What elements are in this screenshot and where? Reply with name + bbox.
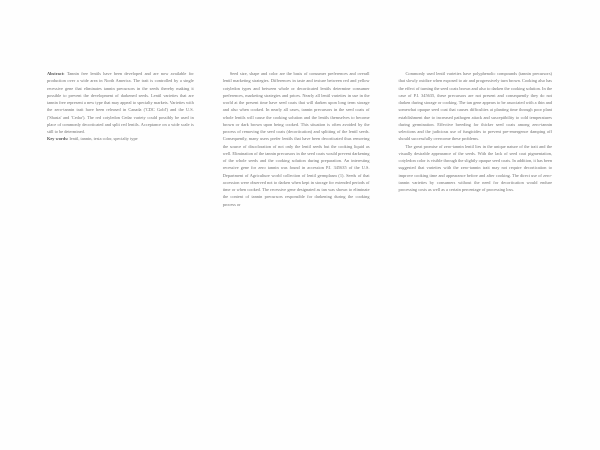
column-two-paragraph-1: Seed size, shape and color are the basis of consumer preferences and overall lentil marketing strategies. Differences in taste and texture between red and yellow cotyledon types and between whole or decorticated lentils determine consumer preferences, marketing strategies and prices. Nearly all lentil varieties in use in the world at the present time have seed coats that will darken upon long term storage and also when cooked. In nearly all cases, tannin precursors in the seed coats of whole lentils will cause the cooking solution and the lentils themselves to become brown or dark brown upon being cooked. This situation is often avoided by the process of removing the seed coats (decortication) and splitting of the lentil seeds. Consequently, many users prefer lentils that have been decorticated thus removing the source of discoloration of not only the lentil seeds but the cooking liquid as well. Elimination of the tannin precursors in the seed coats would prevent darkening of the whole seeds and the cooking solution during preparation. An interesting recessive gene for zero tannin was found in accession P.I. 345635 of the U.S. Department of Agriculture world collection of lentil germplasm (1). Seeds of that accession were observed not to darken when kept in storage for extended periods of time or when cooked. The recessive gene designated as tan was shown to eliminate the content of tannin precursors responsible for darkening during the cooking process or bbox=[222, 71, 370, 207]
abstract-paragraph bbox=[47, 70, 194, 135]
keywords-paragraph bbox=[47, 135, 194, 142]
column-one-abstract bbox=[47, 70, 194, 445]
keywords-heading: Key words: bbox=[47, 136, 69, 142]
keywords-list: lentil, tannin, testa color, specialty type bbox=[68, 136, 138, 142]
column-three-paragraph-1: Commonly used lentil varieties have polyphenolic compounds (tannin precursors) that slowly oxidize when exposed to air and progressively turn brown. Cooking also has the effect of turning the seed coats brown and also to darken the cooking solution. In the case of P.I. 345635, these precursors are not present and consequently they do not darken during storage or cooking. The tan gene appears to be associated with a thin and somewhat opaque seed coat that causes difficulties at planting time through poor plant establishment due to increased pathogen attack and susceptibility to cold temperatures during germination. Effective breeding for thicker seed coats among zero-tannin selections and the judicious use of fungicides to prevent pre-emergence damping off should successfully overcome these problems. bbox=[398, 71, 553, 142]
abstract-heading: Abstract: bbox=[47, 71, 65, 76]
column-three-paragraph-2: The great promise of zero-tannin lentil lies in the unique nature of the trait and the visually desirable appearance of the seeds. With the lack of seed coat pigmentation, cotyledon color is visible through the slightly opaque seed coats. In addition, it has been suggested that varieties with the zero-tannin trait may not require decortication to improve cooking time and appearance before and after cooking. The direct use of zero-tannin varieties by consumers without the need for decortication would endure processing costs as well as a certain percentage of processing loss. bbox=[398, 143, 552, 192]
text-columns bbox=[47, 70, 552, 445]
column-three-body bbox=[399, 70, 552, 445]
column-two-body bbox=[223, 70, 370, 445]
abstract-body: Tannin free lentils have been developed and are now available for production over a wide area in North America. The trait is controlled by a single recessive gene that eliminates tannin precursors in the seeds thereby making it possible to prevent the development of darkened seeds. Lentil varieties that are tannin free represent a new type that may appeal to specialty markets. Varieties with the zero-tannin trait have been released in Canada ('CDC Gold') and the U.S. ('Shasta' and 'Cedar'). The red cotyledon Cedar variety could possibly be used in place of commonly decorticated and split red lentils. Acceptance on a wide scale is still to be determined. bbox=[47, 71, 194, 134]
